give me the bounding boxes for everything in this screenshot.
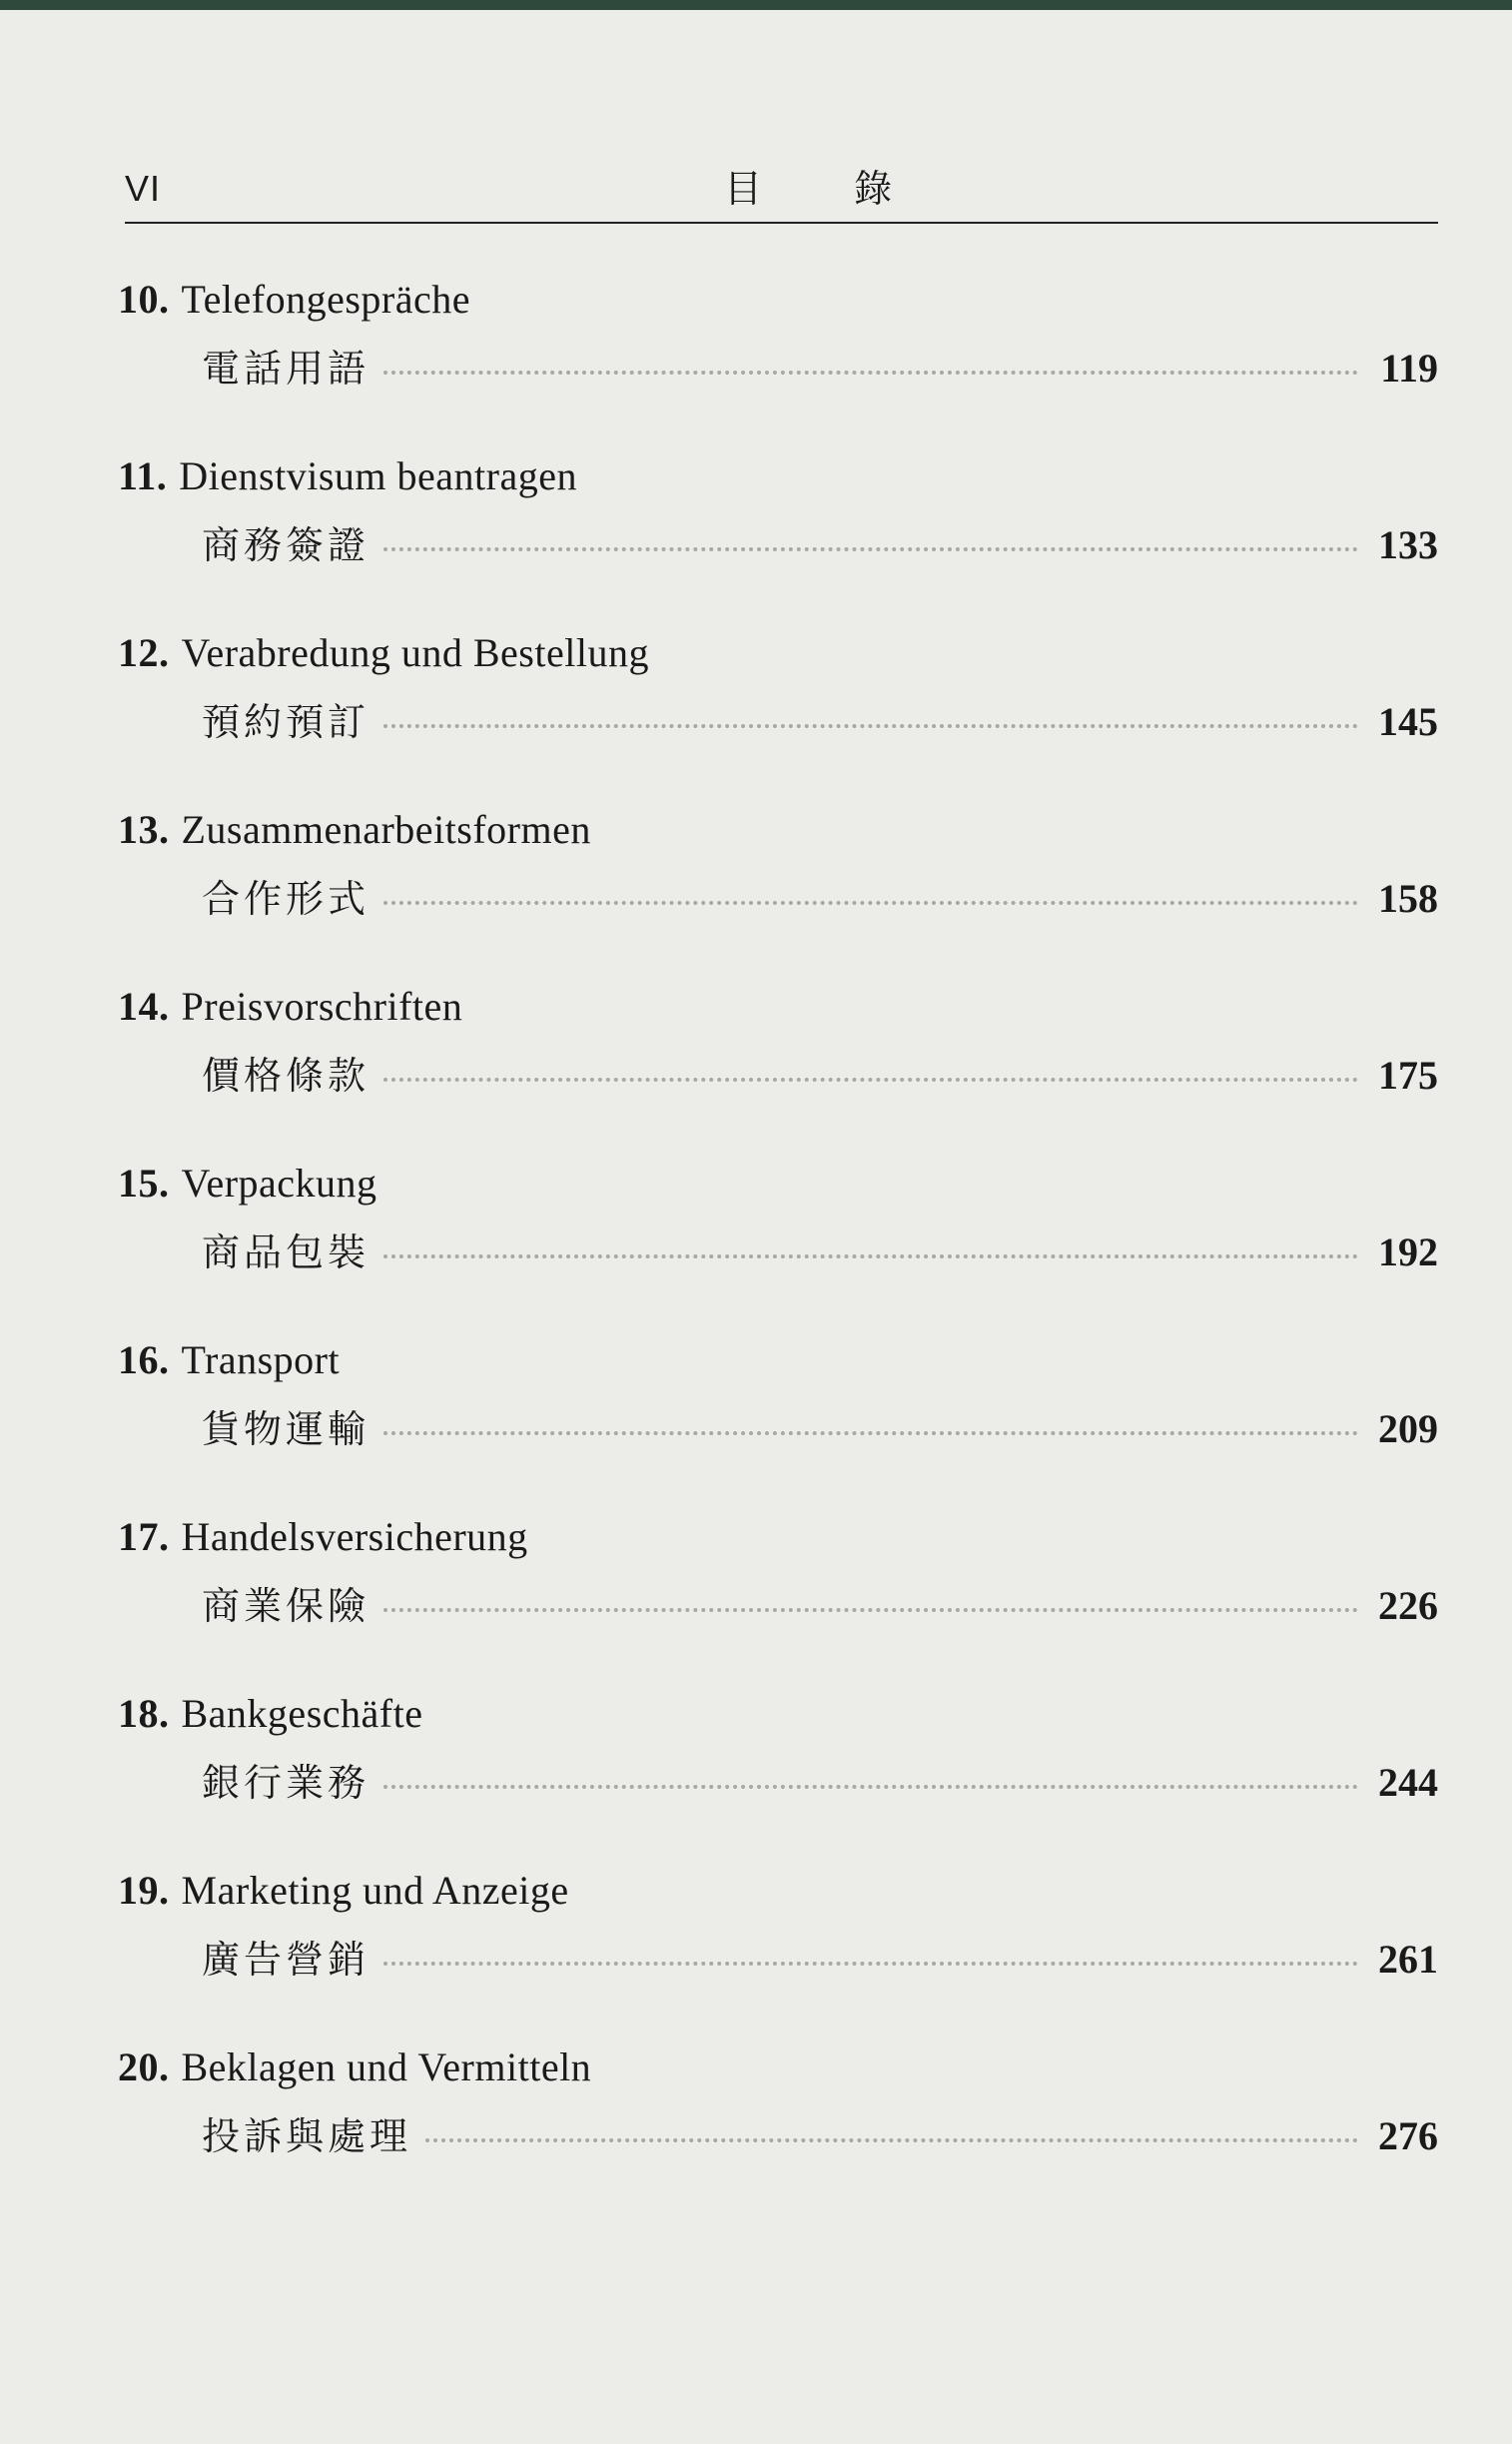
entry-german-title: Zusammenarbeitsformen bbox=[181, 807, 591, 852]
toc-entry bbox=[118, 2037, 1438, 2214]
dot-leader bbox=[383, 1962, 1358, 1966]
entry-german-title: Beklagen und Vermitteln bbox=[181, 2044, 592, 2089]
header-rule bbox=[125, 222, 1438, 224]
entry-chinese-title: 商業保險 bbox=[202, 1584, 371, 1628]
entry-chinese-title: 銀行業務 bbox=[202, 1761, 371, 1805]
dot-leader bbox=[383, 371, 1358, 375]
entry-title bbox=[118, 806, 591, 853]
entry-page-number: 158 bbox=[1378, 876, 1438, 921]
dot-leader bbox=[383, 1078, 1358, 1082]
entry-german-title: Transport bbox=[181, 1337, 341, 1382]
entry-number: 10. bbox=[118, 277, 170, 322]
dot-leader bbox=[383, 547, 1358, 551]
entry-chinese-title: 預約預訂 bbox=[202, 700, 371, 744]
entry-number: 18. bbox=[118, 1691, 170, 1736]
entry-subline bbox=[202, 1929, 1438, 1982]
entry-chinese-title: 合作形式 bbox=[202, 877, 371, 921]
entry-german-title: Telefongespräche bbox=[181, 277, 470, 322]
entry-subline bbox=[202, 1752, 1438, 1805]
entry-german-title: Marketing und Anzeige bbox=[181, 1868, 569, 1913]
entry-title bbox=[118, 452, 577, 499]
entry-number: 14. bbox=[118, 984, 170, 1029]
toc-entry bbox=[118, 977, 1438, 1154]
entry-title bbox=[118, 1690, 422, 1737]
entry-subline bbox=[202, 1575, 1438, 1628]
entry-page-number: 209 bbox=[1378, 1406, 1438, 1451]
entry-page-number: 261 bbox=[1378, 1937, 1438, 1982]
entry-subline bbox=[202, 338, 1438, 391]
entry-number: 13. bbox=[118, 807, 170, 852]
entry-chinese-title: 商品包裝 bbox=[202, 1230, 371, 1274]
table-of-contents bbox=[118, 270, 1438, 2214]
toc-entry bbox=[118, 800, 1438, 977]
toc-entry bbox=[118, 446, 1438, 623]
entry-number: 11. bbox=[118, 453, 168, 498]
entry-page-number: 192 bbox=[1378, 1229, 1438, 1274]
entry-title bbox=[118, 1336, 340, 1383]
entry-page-number: 119 bbox=[1380, 346, 1438, 391]
entry-page-number: 226 bbox=[1378, 1583, 1438, 1628]
entry-title bbox=[118, 1160, 378, 1207]
entry-german-title: Verabredung und Bestellung bbox=[181, 630, 649, 675]
entry-subline bbox=[202, 691, 1438, 744]
entry-title bbox=[118, 1867, 569, 1914]
entry-chinese-title: 商務簽證 bbox=[202, 523, 371, 567]
entry-title bbox=[118, 2043, 591, 2090]
entry-number: 20. bbox=[118, 2044, 170, 2089]
entry-title bbox=[118, 983, 462, 1030]
entry-page-number: 244 bbox=[1378, 1760, 1438, 1805]
entry-german-title: Verpackung bbox=[181, 1161, 378, 1206]
page-header bbox=[125, 150, 1438, 220]
entry-number: 15. bbox=[118, 1161, 170, 1206]
entry-page-number: 276 bbox=[1378, 2113, 1438, 2158]
entry-number: 16. bbox=[118, 1337, 170, 1382]
entry-german-title: Dienstvisum beantragen bbox=[179, 453, 577, 498]
toc-entry bbox=[118, 270, 1438, 446]
entry-number: 17. bbox=[118, 1514, 170, 1559]
entry-subline bbox=[202, 1045, 1438, 1098]
page-heading: 目 錄 bbox=[724, 167, 933, 211]
entry-german-title: Handelsversicherung bbox=[181, 1514, 528, 1559]
entry-chinese-title: 廣告營銷 bbox=[202, 1938, 371, 1982]
toc-entry bbox=[118, 623, 1438, 800]
entry-chinese-title: 電話用語 bbox=[202, 347, 371, 391]
toc-entry bbox=[118, 1154, 1438, 1330]
entry-chinese-title: 投訴與處理 bbox=[202, 2114, 412, 2158]
dot-leader bbox=[383, 1254, 1358, 1258]
dot-leader bbox=[425, 2138, 1358, 2142]
entry-subline bbox=[202, 2105, 1438, 2158]
entry-german-title: Bankgeschäfte bbox=[181, 1691, 423, 1736]
entry-number: 12. bbox=[118, 630, 170, 675]
entry-subline bbox=[202, 1222, 1438, 1274]
dot-leader bbox=[383, 1608, 1358, 1612]
entry-subline bbox=[202, 868, 1438, 921]
toc-entry bbox=[118, 1861, 1438, 2037]
entry-chinese-title: 貨物運輸 bbox=[202, 1407, 371, 1451]
entry-number: 19. bbox=[118, 1868, 170, 1913]
page-number: VI bbox=[125, 168, 162, 209]
entry-chinese-title: 價格條款 bbox=[202, 1054, 371, 1098]
entry-subline bbox=[202, 514, 1438, 567]
entry-title bbox=[118, 1513, 528, 1560]
page-top-band bbox=[0, 0, 1512, 10]
entry-title bbox=[118, 276, 470, 323]
entry-page-number: 133 bbox=[1378, 522, 1438, 567]
toc-entry bbox=[118, 1507, 1438, 1684]
dot-leader bbox=[383, 901, 1358, 905]
entry-subline bbox=[202, 1398, 1438, 1451]
dot-leader bbox=[383, 1431, 1358, 1435]
dot-leader bbox=[383, 724, 1358, 728]
entry-page-number: 145 bbox=[1378, 699, 1438, 744]
entry-page-number: 175 bbox=[1378, 1053, 1438, 1098]
entry-title bbox=[118, 629, 649, 676]
dot-leader bbox=[383, 1785, 1358, 1789]
toc-entry bbox=[118, 1330, 1438, 1507]
entry-german-title: Preisvorschriften bbox=[181, 984, 463, 1029]
toc-entry bbox=[118, 1684, 1438, 1861]
